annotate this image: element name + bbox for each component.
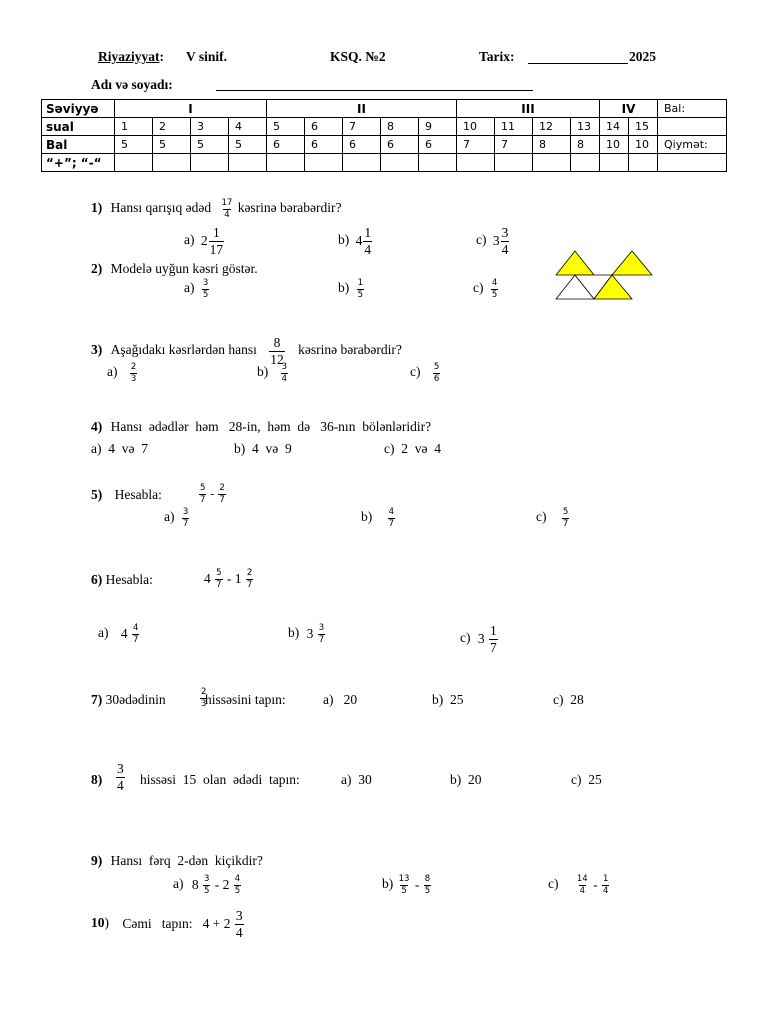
question-text: Cəmi tapın: 4 + 2 <box>122 916 231 931</box>
table-cell: 7 <box>457 136 495 154</box>
test-number: KSQ. №2 <box>330 49 386 64</box>
table-row-levels <box>42 100 727 118</box>
table-cell: 14 <box>600 118 629 136</box>
question-number: 8) <box>91 772 103 787</box>
expression: 4 $\frac{5}{7}$ - 1 $\frac{2}{7}$ <box>204 568 253 590</box>
question-text: hissəsini tapın: <box>205 692 286 707</box>
question-text: kəsrinə bərabərdir? <box>237 200 342 216</box>
fraction: $\frac{3}{4}$ <box>501 225 509 257</box>
question-text: Hansı qarışıq ədəd <box>110 200 212 216</box>
table-cell: 10 <box>600 136 629 154</box>
level-4: IV <box>600 100 658 118</box>
answer-option-a[interactable]: a) 2 $\frac{1}{17}$ <box>184 225 224 257</box>
fraction: $\frac{17}{4}$ <box>221 198 233 220</box>
question-9 <box>91 853 263 869</box>
table-cell: 5 <box>267 118 305 136</box>
fraction: $\frac{2}{7}$ <box>219 483 225 505</box>
answer-option-a[interactable]: a) $\frac{2}{3}$ <box>107 362 137 384</box>
date-label: Tarix: <box>479 49 515 64</box>
mark-cell[interactable] <box>191 154 229 172</box>
question-text: Hansı fərq 2-dən kiçikdir? <box>110 853 263 868</box>
table-cell: 6 <box>343 136 381 154</box>
answer-option-a[interactable]: a) 4 və 7 <box>91 441 148 456</box>
question-text: kəsrinə bərabərdir? <box>298 342 402 358</box>
table-cell: 15 <box>629 118 658 136</box>
question-number: 9) <box>91 853 103 868</box>
answer-option-c[interactable]: c) 3 $\frac{3}{4}$ <box>476 225 509 257</box>
table-cell: 11 <box>495 118 533 136</box>
mark-cell[interactable] <box>153 154 191 172</box>
table-cell: 5 <box>229 136 267 154</box>
question-number: 3) <box>91 342 103 358</box>
answer-option-c[interactable]: c) 28 <box>553 692 584 707</box>
table-cell: 6 <box>419 136 457 154</box>
table-row-points <box>42 136 727 154</box>
fraction: $\frac{3}{4}$ <box>235 908 243 940</box>
score-value-cell[interactable] <box>658 118 727 136</box>
subject: Riyaziyyat <box>98 49 160 64</box>
name-label: Adı və soyadı: <box>91 77 173 92</box>
question-text: Modelə uyğun kəsri göstər. <box>110 261 258 276</box>
grade-label: Qiymət: <box>658 136 727 154</box>
fraction-wrap <box>115 762 126 792</box>
fraction: $\frac{4}{5}$ <box>491 278 498 300</box>
mark-cell[interactable] <box>305 154 343 172</box>
fraction: $\frac{5}{7}$ <box>562 507 569 529</box>
answer-option-b[interactable]: b) $\frac{1}{5}$ <box>338 278 364 300</box>
answer-option-a[interactable]: a) 4 $\frac{4}{7}$ <box>98 623 139 645</box>
mark-cell[interactable] <box>115 154 153 172</box>
points-header: Bal <box>42 136 115 154</box>
question-number: 10 <box>91 915 105 931</box>
fraction: $\frac{14}{4}$ <box>576 874 588 896</box>
answer-option-b[interactable]: b) 4 və 9 <box>234 441 292 456</box>
question-number: 4) <box>91 419 103 434</box>
fraction: $\frac{1}{7}$ <box>490 623 497 655</box>
answer-option-a[interactable]: a) 20 <box>323 692 358 707</box>
answer-option-b[interactable]: b) $\frac{3}{4}$ <box>257 362 288 384</box>
table-cell: 8 <box>381 118 419 136</box>
question-header: sual <box>42 118 115 136</box>
question-number: 7) <box>91 692 103 707</box>
answer-option-b[interactable]: b) 20 <box>450 772 482 787</box>
fraction: $\frac{5}{7}$ <box>216 568 222 590</box>
answer-option-c[interactable]: c) 2 və 4 <box>384 441 441 456</box>
mark-cell[interactable] <box>267 154 305 172</box>
table-cell: 5 <box>191 136 229 154</box>
table-cell: 10 <box>629 136 658 154</box>
fraction: $\frac{5}{6}$ <box>433 362 440 384</box>
fraction: $\frac{3}{7}$ <box>318 623 325 645</box>
mark-cell[interactable] <box>229 154 267 172</box>
question-2 <box>91 261 258 277</box>
fraction: $\frac{3}{5}$ <box>202 278 209 300</box>
question-text: Aşağıdakı kəsrlərdən hansı <box>110 342 257 358</box>
table-cell: 12 <box>533 118 571 136</box>
question-text: Hesabla: <box>114 487 162 502</box>
level-2: II <box>267 100 457 118</box>
date-field[interactable] <box>528 48 628 64</box>
fraction: $\frac{1}{5}$ <box>357 278 364 300</box>
mark-cell[interactable] <box>495 154 533 172</box>
answer-option-c[interactable]: c) 25 <box>571 772 602 787</box>
question-10: 10) Cəmi tapın: 4 + 2 $\frac{3}{4}$ <box>91 908 243 940</box>
triangle-shaded <box>612 251 652 275</box>
score-label: Bal: <box>658 100 727 118</box>
fraction: $\frac{8}{12}$ <box>270 335 284 367</box>
table-cell: 3 <box>191 118 229 136</box>
year: 2025 <box>629 49 656 64</box>
level-1: I <box>115 100 267 118</box>
fraction: $\frac{1}{17}$ <box>209 225 224 257</box>
answer-option-b[interactable]: b) 25 <box>432 692 464 707</box>
table-row-questions <box>42 118 727 136</box>
question-number: 6) <box>91 572 103 587</box>
grade-value-cell[interactable] <box>658 154 727 172</box>
answer-option-b[interactable]: b) $\frac{13}{5}$ - $\frac{8}{5}$ <box>382 874 431 896</box>
fraction: $\frac{4}{7}$ <box>133 623 139 645</box>
answer-option-b[interactable]: b) 4 $\frac{1}{4}$ <box>338 225 372 257</box>
table-cell: 4 <box>229 118 267 136</box>
table-cell: 5 <box>153 136 191 154</box>
mark-cell[interactable] <box>629 154 658 172</box>
mark-cell[interactable] <box>571 154 600 172</box>
answer-option-a[interactable]: a) 8 $\frac{3}{5}$ - 2 $\frac{4}{5}$ <box>173 874 241 896</box>
answer-option-c[interactable]: c) $\frac{5}{7}$ <box>536 507 569 529</box>
fraction: $\frac{1}{4}$ <box>602 874 609 896</box>
table-cell: 10 <box>457 118 495 136</box>
table-cell: 7 <box>343 118 381 136</box>
answer-option-c[interactable]: c) $\frac{14}{4}$ - $\frac{1}{4}$ <box>548 874 609 896</box>
fraction: $\frac{8}{5}$ <box>424 874 431 896</box>
level-header: Səviyyə <box>42 100 115 118</box>
fraction: $\frac{2}{3}$ <box>130 362 137 384</box>
fraction: $\frac{4}{7}$ <box>388 507 395 529</box>
fraction: $\frac{2}{7}$ <box>246 568 253 590</box>
marks-header: “+”; “-“ <box>42 154 115 172</box>
mark-cell[interactable] <box>600 154 629 172</box>
question-7 <box>91 692 166 708</box>
answer-option-b[interactable]: b) 3 $\frac{3}{7}$ <box>288 623 325 645</box>
question-text: Hesabla: <box>105 572 153 587</box>
question-text: Hansı ədədlər həm 28-in, həm də 36-nın bölənləridir? <box>110 419 432 434</box>
grade-label: V sinif. <box>186 49 228 64</box>
name-field[interactable] <box>216 76 533 91</box>
table-cell: 6 <box>381 136 419 154</box>
mark-cell[interactable] <box>533 154 571 172</box>
answer-option-c[interactable]: c) $\frac{4}{5}$ <box>473 278 498 300</box>
subject-label: Riyaziyyat: <box>98 49 164 64</box>
fraction: $\frac{1}{4}$ <box>364 225 372 257</box>
question-4 <box>91 419 431 435</box>
answer-option-a[interactable]: a) $\frac{3}{7}$ <box>164 507 189 529</box>
question-1 <box>91 199 342 219</box>
table-cell: 6 <box>305 136 343 154</box>
table-cell: 13 <box>571 118 600 136</box>
question-number: 5) <box>91 487 103 502</box>
score-table <box>41 99 727 172</box>
question-text: 30ədədinin <box>105 692 166 707</box>
mark-cell[interactable] <box>457 154 495 172</box>
table-cell: 8 <box>571 136 600 154</box>
table-cell: 7 <box>495 136 533 154</box>
question-number: 2) <box>91 261 103 276</box>
fraction: $\frac{3}{4}$ <box>117 761 124 793</box>
mark-cell[interactable] <box>381 154 419 172</box>
answer-option-a[interactable]: a) 30 <box>341 772 372 787</box>
fraction: $\frac{3}{7}$ <box>182 507 189 529</box>
level-3: III <box>457 100 600 118</box>
fraction: $\frac{4}{5}$ <box>234 874 241 896</box>
table-cell: 6 <box>267 136 305 154</box>
question-3 <box>91 336 402 366</box>
answer-option-a[interactable]: a) $\frac{3}{5}$ <box>184 278 209 300</box>
triangle-model <box>554 250 684 302</box>
table-cell: 9 <box>419 118 457 136</box>
question-5 <box>91 487 162 503</box>
answer-option-c[interactable]: c) $\frac{5}{6}$ <box>410 362 440 384</box>
mark-cell[interactable] <box>419 154 457 172</box>
answer-option-c[interactable]: c) 3 $\frac{1}{7}$ <box>460 623 497 655</box>
triangle-shaded <box>556 251 594 275</box>
table-cell: 2 <box>153 118 191 136</box>
table-row-marks <box>42 154 727 172</box>
table-cell: 8 <box>533 136 571 154</box>
fraction: $\frac{3}{5}$ <box>204 874 210 896</box>
answer-option-b[interactable]: b) $\frac{4}{7}$ <box>361 507 395 529</box>
question-text: hissəsi 15 olan ədədi tapın: <box>140 772 300 787</box>
question-6 <box>91 572 153 588</box>
question-number: 1) <box>91 200 103 216</box>
question-8-number <box>91 772 102 788</box>
expression: $\frac{5}{7}$ - $\frac{2}{7}$ <box>200 483 225 505</box>
fraction: $\frac{2}{3}$ <box>201 687 207 709</box>
fraction: $\frac{13}{5}$ <box>398 874 410 896</box>
fraction: $\frac{5}{7}$ <box>200 483 206 505</box>
fraction: $\frac{3}{4}$ <box>281 362 288 384</box>
table-cell: 6 <box>305 118 343 136</box>
table-cell: 1 <box>115 118 153 136</box>
mark-cell[interactable] <box>343 154 381 172</box>
table-cell: 5 <box>115 136 153 154</box>
